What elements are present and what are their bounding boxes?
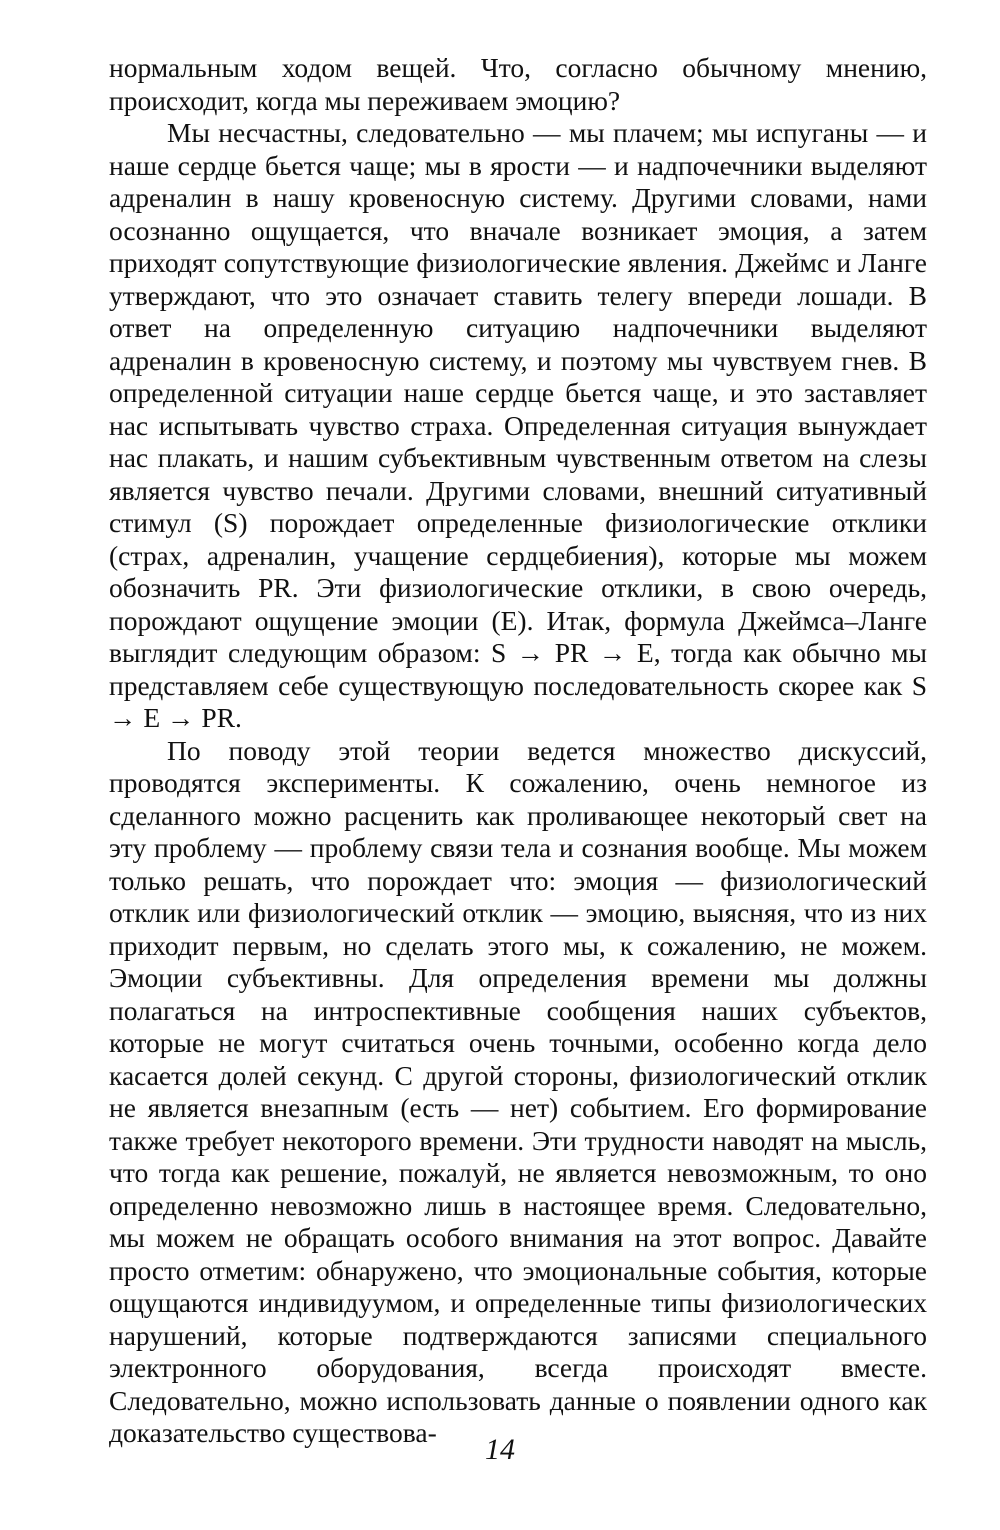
page-number: 14 xyxy=(485,1433,515,1466)
paragraph-discussion: По поводу этой теории ведется множество дискуссий, проводятся эксперименты. К сожалению, очень немногое из сделанного можно расценить как проливающее некоторый свет на эту проблему — проблему связи тела и сознания вообще. Мы можем только решать, что порождает что: эмоция — физиологический отклик или физиологический отклик — эмоцию, выясняя, что из них приходит первым, но сделать этого мы, к сожалению, не можем. Эмоции субъективны. Для определения времени мы должны полагаться на интроспективные сообщения наших субъектов, которые не могут считаться очень точными, особенно когда дело касается долей секунд. С другой стороны, физиологический отклик не является внезапным (есть — нет) событием. Его формирование также требует некоторого времени. Эти трудности наводят на мысль, что тогда как решение, пожалуй, не является невозможным, то оно определенно невозможно лишь в настоящее время. Следовательно, мы можем не обращать особого внимания на этот вопрос. Давайте просто отметим: обнаружено, что эмоциональные события, которые ощущаются индивидуумом, и определенные типы физиологических нарушений, которые подтверждаются записями специального электронного оборудования, всегда происходят вместе. Следовательно, можно использовать данные о появлении одного как доказательство существова- xyxy=(109,734,927,1448)
page-body xyxy=(109,52,927,1450)
paragraph-james-lange: Мы несчастны, следовательно — мы плачем; мы испуганы — и наше сердце бьется чаще; мы в ярости — и надпочечники выделяют адреналин в нашу кровеносную систему. Другими словами, нами осознанно ощущается, что вначале возникает эмоция, а затем приходят сопутствующие физиологические явления. Джеймс и Ланге утверждают, что это означает ставить телегу впереди лошади. В ответ на определенную ситуацию надпочечники выделяют адреналин в кровеносную систему, и поэтому мы чувствуем гнев. В определенной ситуации наше сердце бьется чаще, и это заставляет нас испытывать чувство страха. Определенная ситуация вынуждает нас плакать, и нашим субъективным чувственным ответом на слезы является чувство печали. Другими словами, внешний ситуативный стимул (S) порождает определенные физиологические отклики (страх, адреналин, учащение сердцебиения), которые мы можем обозначить PR. Эти физиологические отклики, в свою очередь, порождают ощущение эмоции (E). Итак, формула Джеймса–Ланге выглядит следующим образом: S → PR → E, тогда как обычно мы представляем себе существующую последовательность скорее как S → E → PR. xyxy=(109,117,927,733)
paragraph-continued: нормальным ходом вещей. Что, согласно обычному мнению, происходит, когда мы переживаем эмоцию? xyxy=(109,52,927,116)
